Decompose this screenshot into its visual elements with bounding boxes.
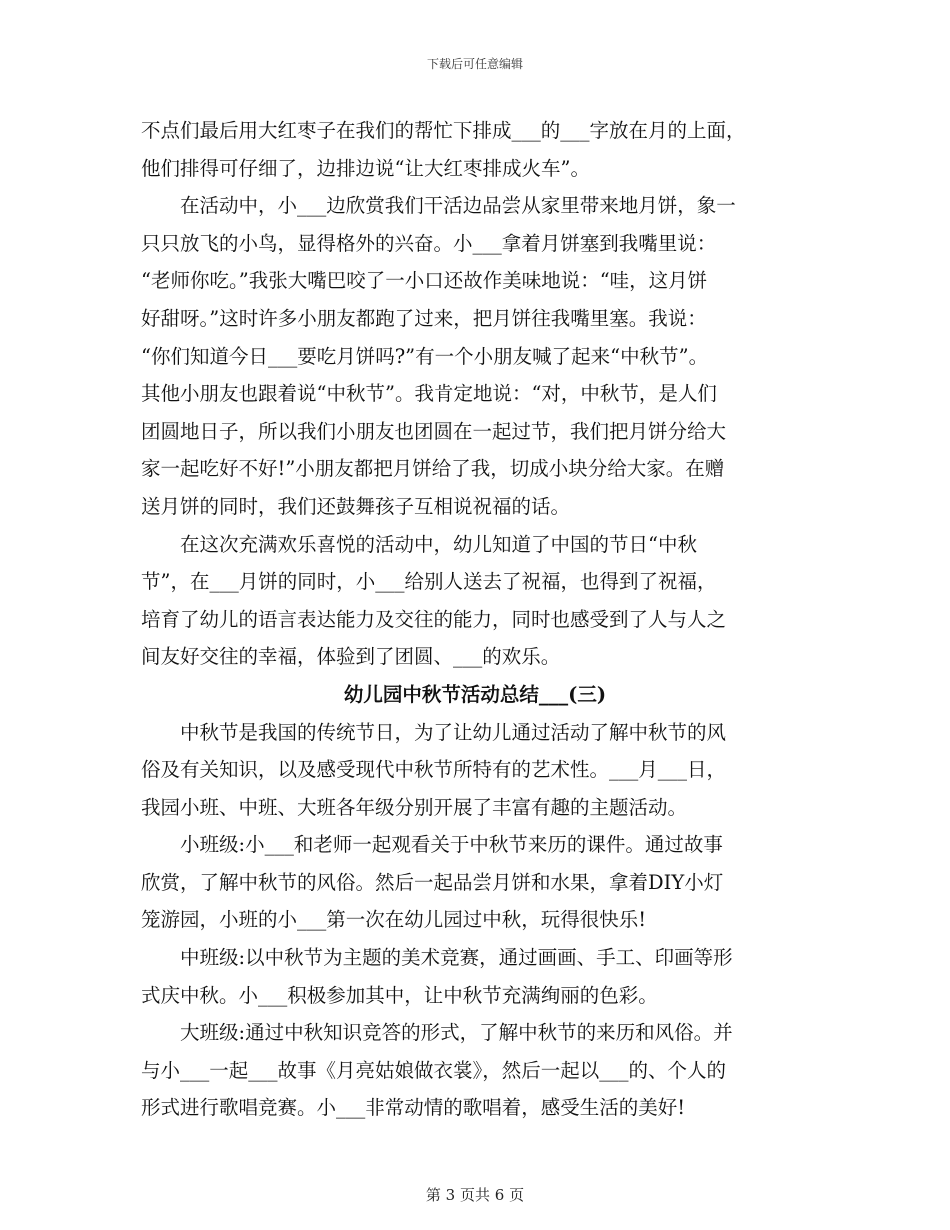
text-line: 间友好交往的幸福，体验到了团圆、___的欢乐。 bbox=[141, 645, 561, 669]
text-line: 与小___一起___故事《月亮姑娘做衣裳》，然后一起以___的、个人的 bbox=[141, 1058, 727, 1082]
section-title: 幼儿园中秋节活动总结___(三) bbox=[343, 682, 607, 706]
text-line: 大班级:通过中秋知识竞答的形式，了解中秋节的来历和风俗。并 bbox=[141, 1021, 733, 1045]
text-line: 中秋节是我国的传统节日，为了让幼儿通过活动了解中秋节的风 bbox=[141, 720, 727, 744]
text-line: 中班级:以中秋节为主题的美术竞赛，通过画画、手工、印画等形 bbox=[141, 946, 733, 970]
text-line: 他们排得可仔细了，边排边说“让大红枣排成火车”。 bbox=[141, 156, 590, 180]
text-line: 式庆中秋。小___积极参加其中，让中秋节充满绚丽的色彩。 bbox=[141, 983, 658, 1007]
text-line: 送月饼的同时，我们还鼓舞孩子互相说祝福的话。 bbox=[141, 494, 571, 518]
text-line: 好甜呀。”这时许多小朋友都跑了过来，把月饼往我嘴里塞。我说： bbox=[141, 306, 707, 330]
text-line: 欣赏，了解中秋节的风俗。然后一起品尝月饼和水果，拿着DIY小灯 bbox=[141, 870, 724, 894]
text-line: 不点们最后用大红枣子在我们的帮忙下排成___的___字放在月的上面， bbox=[141, 119, 746, 142]
page-header: 下载后可任意编辑 bbox=[426, 57, 523, 71]
text-line: “你们知道今日___要吃月饼吗?”有一个小朋友喊了起来“中秋节”。 bbox=[141, 344, 709, 368]
text-line: 节”，在___月饼的同时，小___给别人送去了祝福，也得到了祝福， bbox=[141, 570, 717, 594]
text-line: 俗及有关知识，以及感受现代中秋节所特有的艺术性。___月___日， bbox=[141, 758, 727, 782]
document-body bbox=[141, 112, 809, 1127]
text-line: 在这次充满欢乐喜悦的活动中，幼儿知道了中国的节日“中秋 bbox=[141, 532, 697, 556]
text-line: 家一起吃好不好!”小朋友都把月饼给了我，切成小块分给大家。在赠 bbox=[141, 457, 725, 481]
text-line: 在活动中，小___边欣赏我们干活边品尝从家里带来地月饼，象一 bbox=[141, 194, 736, 218]
text-line: 培育了幼儿的语言表达能力及交往的能力，同时也感受到了人与人之 bbox=[141, 607, 727, 631]
text-line: 团圆地日子，所以我们小朋友也团圆在一起过节，我们把月饼分给大 bbox=[141, 419, 727, 443]
text-line: 小班级:小___和老师一起观看关于中秋节来历的课件。通过故事 bbox=[141, 833, 723, 857]
text-line: 形式进行歌唱竞赛。小___非常动情的歌唱着，感受生活的美好! bbox=[141, 1096, 686, 1120]
text-line: 我园小班、中班、大班各年级分别开展了丰富有趣的主题活动。 bbox=[141, 795, 688, 819]
page-footer: 第 3 页共 6 页 bbox=[425, 1186, 525, 1204]
text-line: 其他小朋友也跟着说“中秋节”。我肯定地说：“对，中秋节，是人们 bbox=[141, 382, 717, 406]
text-line: 只只放飞的小鸟，显得格外的兴奋。小___拿着月饼塞到我嘴里说： bbox=[141, 231, 717, 255]
text-line: 笼游园，小班的小___第一次在幼儿园过中秋，玩得很快乐! bbox=[141, 908, 647, 932]
text-line: “老师你吃。”我张大嘴巴咬了一小口还故作美味地说：“哇，这月饼 bbox=[141, 269, 708, 293]
